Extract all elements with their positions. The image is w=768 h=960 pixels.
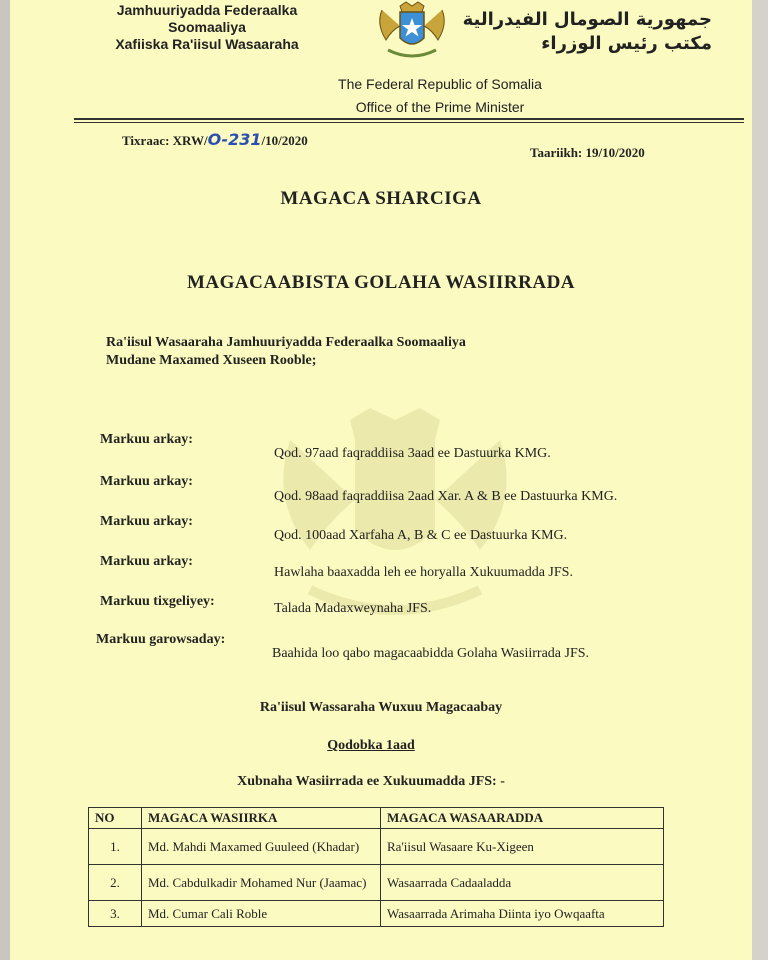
somali-letterhead (82, 2, 332, 53)
consideration-label: Markuu tixgeliyey: (100, 594, 215, 609)
addressee (106, 334, 466, 370)
header-rule-thin (74, 122, 744, 123)
consideration-text: Qod. 97aad faqraddiisa 3aad ee Dastuurka KMG. (274, 446, 551, 461)
col-header-minister: MAGACA WASIIRKA (142, 808, 381, 829)
document-date: Taariikh: 19/10/2020 (530, 145, 645, 160)
table-row (89, 829, 664, 865)
scan-edge-left (0, 0, 10, 960)
ministers-table (88, 807, 664, 927)
ministry-name: Wasaarrada Cadaaladda (381, 865, 664, 901)
header-rule (74, 118, 744, 120)
article-heading: Qodobka 1aad (327, 738, 415, 753)
consideration-text: Qod. 100aad Xarfaha A, B & C ee Dastuurka KMG. (274, 528, 568, 543)
consideration-label: Markuu arkay: (100, 432, 193, 447)
row-number: 2. (89, 865, 142, 901)
letterhead-line-2: Xafiiska Ra'iisul Wasaaraha (115, 36, 299, 52)
reference-number (122, 130, 308, 149)
ref-handwritten: O-231 (207, 130, 262, 149)
col-header-ministry: MAGACA WASAARADDA (381, 808, 664, 829)
document-title: MAGACA SHARCIGA (280, 188, 482, 209)
consideration-label: Markuu arkay: (100, 554, 193, 569)
col-header-no: NO (89, 808, 142, 829)
ministry-name: Wasaarrada Arimaha Diinta iyo Owqaafta (381, 901, 664, 927)
minister-name: Md. Mahdi Maxamed Guuleed (Khadar) (142, 829, 381, 865)
english-line-1: The Federal Republic of Somalia (338, 76, 542, 92)
consideration-text: Talada Madaxweynaha JFS. (274, 601, 432, 616)
document-page (10, 0, 752, 960)
scan-edge-right (752, 0, 768, 960)
table-row (89, 901, 664, 927)
english-line-2: Office of the Prime Minister (355, 99, 525, 115)
appointment-statement: Ra'iisul Wassaraha Wuxuu Magacaabay (259, 700, 503, 715)
minister-name: Md. Cabdulkadir Mohamed Nur (Jaamac) (142, 865, 381, 901)
consideration-text: Qod. 98aad faqraddiisa 2aad Xar. A & B ee Dastuurka KMG. (274, 489, 618, 504)
minister-name: Md. Cumar Cali Roble (142, 901, 381, 927)
consideration-label: Markuu arkay: (100, 474, 193, 489)
ministry-name: Ra'iisul Wasaare Ku-Xigeen (381, 829, 664, 865)
members-heading: Xubnaha Wasiirrada ee Xukuumadda JFS: - (237, 774, 505, 789)
watermark-emblem-icon (260, 400, 530, 630)
ref-label: Tixraac: XRW/ (122, 133, 208, 148)
row-number: 3. (89, 901, 142, 927)
arabic-line-1: جمهورية الصومال الفيدرالية (462, 9, 712, 30)
ref-suffix: /10/2020 (261, 133, 308, 148)
consideration-label: Markuu arkay: (100, 514, 193, 529)
arabic-letterhead (463, 8, 712, 56)
table-row (89, 865, 664, 901)
table-header-row (89, 808, 664, 829)
letterhead-line-1: Jamhuuriyadda Federaalka Soomaaliya (116, 2, 298, 35)
somalia-coat-of-arms-icon (372, 0, 452, 64)
row-number: 1. (89, 829, 142, 865)
consideration-label: Markuu garowsaday: (96, 632, 226, 647)
consideration-text: Hawlaha baaxadda leh ee horyalla Xukuumadda JFS. (274, 565, 573, 580)
addressee-line-1: Ra'iisul Wasaaraha Jamhuuriyadda Federaalka Soomaaliya (106, 335, 466, 350)
document-subtitle: MAGACAABISTA GOLAHA WASIIRRADA (186, 272, 576, 293)
consideration-text: Baahida loo qabo magacaabidda Golaha Wasiirrada JFS. (272, 646, 590, 661)
addressee-line-2: Mudane Maxamed Xuseen Rooble; (106, 353, 317, 368)
arabic-line-2: مكتب رئيس الوزراء (541, 33, 712, 54)
